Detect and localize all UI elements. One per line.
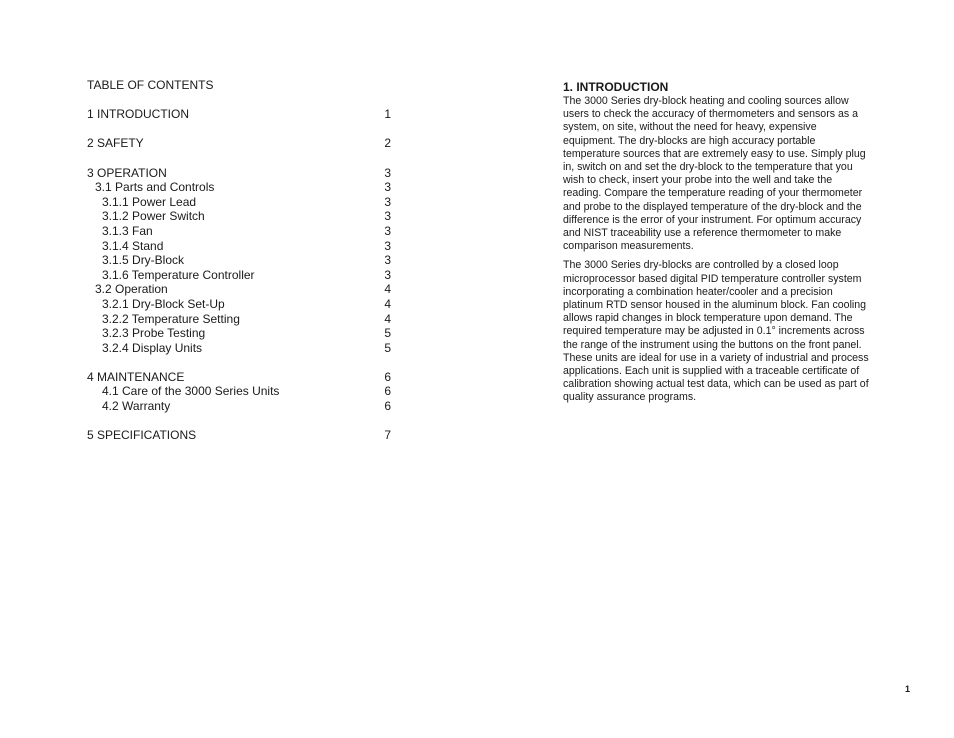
toc-entry[interactable] (87, 312, 391, 327)
toc-entry-label: 3.2 Operation (95, 282, 168, 297)
toc-entry-label: 3.1.3 Fan (102, 223, 153, 238)
toc-entry-page: 2 (384, 136, 391, 151)
introduction-paragraph: The 3000 Series dry-blocks are controlled by a closed loop microprocessor based digital PID temperature controller system incorporating a combination heater/cooler and a precision platinum RTD sensor housed in the aluminum block. Fan cooling allows rapid changes in block temperature upon demand. The required temperature may be adjusted in 0.1° increments across the range of the instrument using the buttons on the front panel. These units are ideal for use in a variety of industrial and process applications. Each unit is supplied with a traceable certificate of calibration showing actual test data, which can be used as part of quality assurance programs. (563, 259, 869, 404)
toc-entry[interactable] (87, 166, 391, 181)
toc-entry-label: 4 MAINTENANCE (87, 369, 185, 384)
toc-entry[interactable] (87, 107, 391, 122)
toc-entry[interactable] (87, 341, 391, 356)
toc-entry-page: 6 (384, 369, 391, 384)
toc-entry-label: 5 SPECIFICATIONS (87, 428, 197, 443)
toc-entry-label: 3.1.4 Stand (102, 238, 164, 253)
toc-entry-page: 4 (384, 296, 391, 311)
toc-entry-page: 3 (384, 267, 391, 282)
toc-entry[interactable] (87, 384, 391, 399)
toc-entry[interactable] (87, 428, 391, 443)
toc-entry[interactable] (87, 239, 391, 254)
toc-entry-page: 3 (384, 165, 391, 180)
table-of-contents (87, 78, 391, 457)
toc-title: TABLE OF CONTENTS (87, 78, 214, 92)
toc-entry[interactable] (87, 195, 391, 210)
toc-entry-label: 3.2.1 Dry-Block Set-Up (102, 296, 225, 311)
toc-entry-label: 3.1 Parts and Controls (95, 180, 215, 195)
toc-entry[interactable] (87, 180, 391, 195)
toc-entry-page: 6 (384, 384, 391, 399)
toc-entry[interactable] (87, 268, 391, 283)
toc-entry[interactable] (87, 282, 391, 297)
toc-entry-label: 3.1.6 Temperature Controller (102, 267, 255, 282)
toc-entry-page: 5 (384, 340, 391, 355)
toc-group (87, 107, 391, 122)
toc-entry-page: 3 (384, 180, 391, 195)
toc-entry[interactable] (87, 209, 391, 224)
introduction-heading: 1. INTRODUCTION (563, 80, 669, 94)
toc-entry-page: 4 (384, 311, 391, 326)
toc-group (87, 166, 391, 356)
introduction-section (563, 80, 869, 411)
toc-entry-label: 4.1 Care of the 3000 Series Units (102, 384, 280, 399)
toc-entry-label: 3.2.3 Probe Testing (102, 326, 206, 341)
toc-entry-page: 4 (384, 282, 391, 297)
toc-entry-label: 3.2.2 Temperature Setting (102, 311, 240, 326)
toc-groups (87, 107, 391, 443)
toc-entry[interactable] (87, 253, 391, 268)
toc-entry-label: 3.2.4 Display Units (102, 340, 203, 355)
toc-entry-page: 3 (384, 238, 391, 253)
toc-entry-label: 4.2 Warranty (102, 399, 171, 414)
toc-entry-page: 1 (384, 107, 391, 122)
toc-entry[interactable] (87, 224, 391, 239)
toc-entry-page: 7 (384, 428, 391, 443)
toc-entry-page: 3 (384, 223, 391, 238)
toc-entry[interactable] (87, 399, 391, 414)
toc-entry-label: 3.1.5 Dry-Block (102, 253, 185, 268)
toc-entry-page: 6 (384, 399, 391, 414)
toc-entry-page: 3 (384, 194, 391, 209)
toc-entry[interactable] (87, 326, 391, 341)
toc-group (87, 370, 391, 414)
toc-entry-page: 3 (384, 253, 391, 268)
page-number: 1 (904, 684, 910, 694)
toc-entry[interactable] (87, 136, 391, 151)
toc-entry[interactable] (87, 370, 391, 385)
introduction-paragraph: The 3000 Series dry-block heating and cooling sources allow users to check the accuracy of thermometers and sensors as a system, on site, without the need for heavy, expensive equipment. The dry-blocks are high accuracy portable temperature sources that are extremely easy to use. Simply plug in, switch on and set the dry-block to the temperature that you wish to check, insert your probe into the well and take the reading. Compare the temperature reading of your thermometer and probe to the displayed temperature of the dry-block and the difference is the error of your instrument. For optimum accuracy and NIST traceability use a reference thermometer to make comparison measurements. (563, 95, 866, 253)
toc-entry-page: 5 (384, 326, 391, 341)
toc-group (87, 428, 391, 443)
toc-entry-label: 2 SAFETY (87, 136, 144, 151)
toc-entry-label: 3 OPERATION (87, 165, 167, 180)
toc-entry-page: 3 (384, 209, 391, 224)
toc-entry-label: 1 INTRODUCTION (87, 107, 189, 122)
toc-entry-label: 3.1.2 Power Switch (102, 209, 205, 224)
toc-group (87, 136, 391, 151)
toc-entry[interactable] (87, 297, 391, 312)
toc-entry-label: 3.1.1 Power Lead (102, 194, 197, 209)
